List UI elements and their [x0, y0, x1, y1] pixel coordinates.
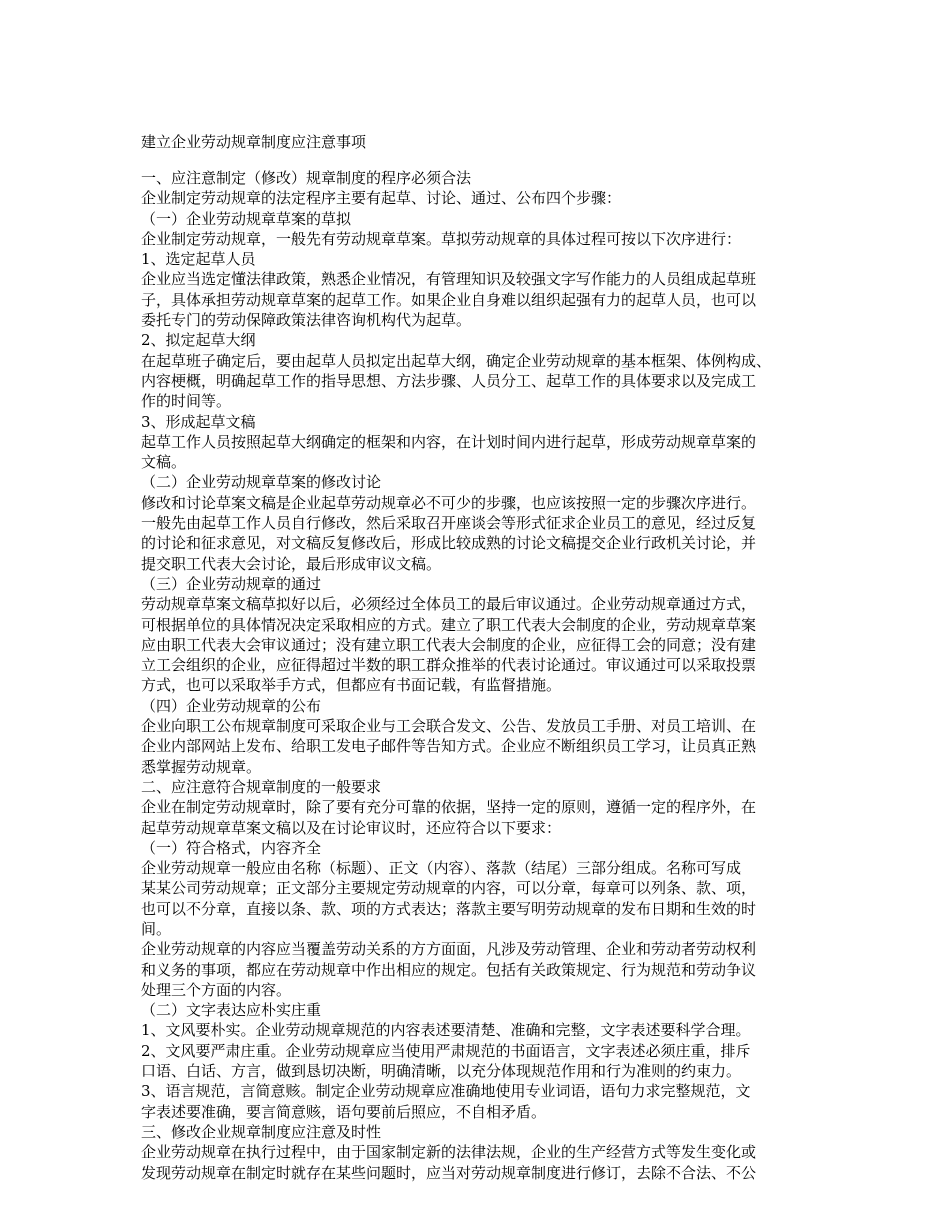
document-line: 可根据单位的具体情况决定采取相应的方式。建立了职工代表大会制度的企业，劳动规章草案	[141, 615, 757, 634]
document-line: 的讨论和征求意见，对文稿反复修改后，形成比较成熟的讨论文稿提交企业行政机关讨论，并	[141, 534, 757, 553]
document-body	[141, 168, 821, 1183]
document-line: 企业应当选定懂法律政策，熟悉企业情况，有管理知识及较强文字写作能力的人员组成起草班	[141, 270, 757, 289]
document-line: （四）企业劳动规章的公布	[141, 696, 322, 715]
document-line: 悉掌握劳动规章。	[141, 757, 262, 776]
document-line: 处理三个方面的内容。	[141, 980, 292, 999]
document-line: 二、应注意符合规章制度的一般要求	[141, 777, 382, 796]
document-line: 作的时间等。	[141, 392, 232, 411]
document-line: 企业劳动规章的内容应当覆盖劳动关系的方方面面，凡涉及劳动管理、企业和劳动者劳动权利	[141, 940, 757, 959]
document-line: 企业劳动规章在执行过程中，由于国家制定新的法律法规，企业的生产经营方式等发生变化或	[141, 1143, 757, 1162]
document-line: 企业在制定劳动规章时，除了要有充分可靠的依据，坚持一定的原则，遵循一定的程序外，在	[141, 798, 757, 817]
document-line: 字表述要准确，要言简意赅，语句要前后照应，不自相矛盾。	[141, 1102, 547, 1121]
document-line: （二）文字表达应朴实庄重	[141, 1001, 322, 1020]
document-line: 起草工作人员按照起草大纲确定的框架和内容，在计划时间内进行起草，形成劳动规章草案的	[141, 432, 757, 451]
document-line: 某某公司劳动规章；正文部分主要规定劳动规章的内容，可以分章，每章可以列条、款、项，	[141, 879, 757, 898]
document-line: 口语、白话、方言，做到恳切决断，明确清晰，以充分体现规范作用和行为准则的约束力。	[141, 1062, 742, 1081]
document-line: （一）符合格式，内容齐全	[141, 838, 322, 857]
document-line: 立工会组织的企业，应征得超过半数的职工群众推举的代表讨论通过。审议通过可以采取投票	[141, 656, 757, 675]
document-line: （二）企业劳动规章草案的修改讨论	[141, 473, 382, 492]
document-line: 企业劳动规章一般应由名称（标题）、正文（内容）、落款（结尾）三部分组成。名称可写成	[141, 859, 742, 878]
document-line: 三、修改企业规章制度应注意及时性	[141, 1122, 382, 1141]
document-line: 企业制定劳动规章，一般先有劳动规章草案。草拟劳动规章的具体过程可按以下次序进行：	[141, 229, 742, 248]
document-line: 应由职工代表大会审议通过；没有建立职工代表大会制度的企业，应征得工会的同意；没有建	[141, 635, 757, 654]
document-line: 间。	[141, 919, 172, 938]
document-line: 2、文风要严肃庄重。企业劳动规章应当使用严肃规范的书面语言，文字表述必须庄重，排斥	[141, 1041, 751, 1060]
document-line: 和义务的事项，都应在劳动规章中作出相应的规定。包括有关政策规定、行为规范和劳动争议	[141, 960, 757, 979]
document-line: 委托专门的劳动保障政策法律咨询机构代为起草。	[141, 311, 472, 330]
document-line: 1、文风要朴实。企业劳动规章规范的内容表述要清楚、准确和完整，文字表述要科学合理。	[141, 1021, 751, 1040]
document-line: 3、形成起草文稿	[141, 412, 256, 431]
document-line: （一）企业劳动规章草案的草拟	[141, 209, 352, 228]
document-line: 内容梗概，明确起草工作的指导思想、方法步骤、人员分工、起草工作的具体要求以及完成工	[141, 371, 757, 390]
document-line: 一般先由起草工作人员自行修改，然后采取召开座谈会等形式征求企业员工的意见，经过反复	[141, 514, 757, 533]
document-line: 方式，也可以采取举手方式，但都应有书面记载，有监督措施。	[141, 676, 562, 695]
document-line: 劳动规章草案文稿草拟好以后，必须经过全体员工的最后审议通过。企业劳动规章通过方式，	[141, 595, 757, 614]
document-line: 也可以不分章，直接以条、款、项的方式表达；落款主要写明劳动规章的发布日期和生效的时	[141, 899, 757, 918]
document-title: 建立企业劳动规章制度应注意事项	[141, 133, 367, 151]
document-line: 在起草班子确定后，要由起草人员拟定出起草大纲，确定企业劳动规章的基本框架、体例构成、	[141, 351, 772, 370]
document-line: 一、应注意制定（修改）规章制度的程序必须合法	[141, 169, 472, 187]
document-line: 起草劳动规章草案文稿以及在讨论审议时，还应符合以下要求：	[141, 818, 562, 837]
document-line: 企业向职工公布规章制度可采取企业与工会联合发文、公告、发放员工手册、对员工培训、在	[141, 717, 757, 736]
document-line: 修改和讨论草案文稿是企业起草劳动规章必不可少的步骤，也应该按照一定的步骤次序进行。	[141, 493, 757, 512]
document-line: 提交职工代表大会讨论，最后形成审议文稿。	[141, 554, 442, 573]
document-line: 企业制定劳动规章的法定程序主要有起草、讨论、通过、公布四个步骤：	[141, 189, 622, 208]
document-line: 2、拟定起草大纲	[141, 331, 256, 350]
document-line: （三）企业劳动规章的通过	[141, 574, 322, 593]
document-line: 子，具体承担劳动规章草案的起草工作。如果企业自身难以组织起强有力的起草人员，也可以	[141, 290, 757, 309]
document-line: 文稿。	[141, 453, 187, 472]
document-line: 企业内部网站上发布、给职工发电子邮件等告知方式。企业应不断组织员工学习，让员真正熟	[141, 737, 757, 756]
document-line: 3、语言规范，言简意赅。制定企业劳动规章应准确地使用专业词语，语句力求完整规范，文	[141, 1082, 751, 1101]
document-line: 1、选定起草人员	[141, 250, 256, 269]
document-line: 发现劳动规章在制定时就存在某些问题时，应当对劳动规章制度进行修订，去除不合法、不公	[141, 1163, 757, 1182]
